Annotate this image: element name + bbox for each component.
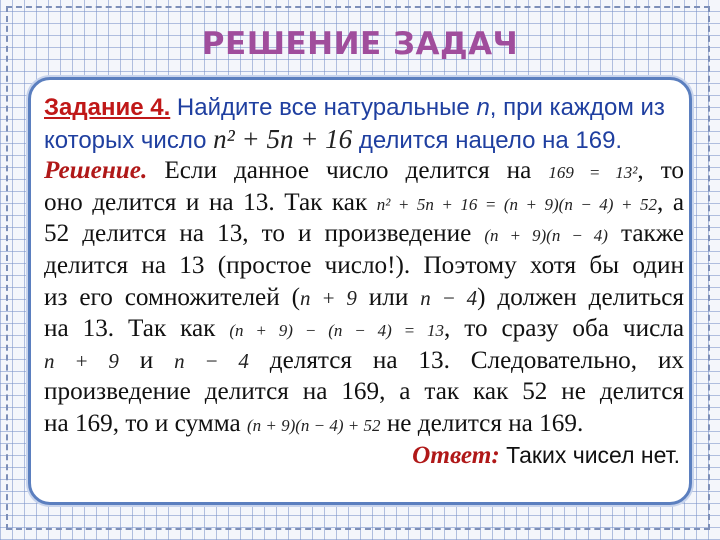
task-expression: n² + 5n + 16 bbox=[213, 123, 353, 154]
solution-line-4: делится на 13 (простое число!). Поэтому хотя бы один bbox=[44, 251, 684, 279]
solution-line-8: произведение делится на 169, а так как 52 не делится bbox=[44, 378, 684, 406]
formula-factor-2: n − 4 bbox=[420, 285, 478, 310]
slide-title: РЕШЕНИЕ ЗАДАЧ bbox=[201, 26, 519, 62]
answer-label: Ответ: bbox=[412, 441, 500, 469]
answer-line bbox=[44, 440, 684, 472]
solution-label: Решение. bbox=[44, 157, 148, 185]
formula-difference: (n + 9) − (n − 4) = 13 bbox=[229, 321, 445, 341]
solution-line-9: на 169, то и сумма (n + 9)(n − 4) + 52 не делится на 169. bbox=[44, 409, 584, 437]
solution-line-7: n + 9 и n − 4 делятся на 13. Следовательно, их bbox=[44, 346, 685, 374]
task-label: Задание 4. bbox=[44, 94, 171, 121]
formula-factor-1b: n + 9 bbox=[44, 348, 119, 373]
solution-line-2: оно делится и на 13. Так как n² + 5n + 16 = (n + 9)(n − 4) + 52, а bbox=[44, 188, 685, 216]
formula-product: (n + 9)(n − 4) bbox=[484, 226, 608, 246]
formula-factor-2b: n − 4 bbox=[174, 348, 249, 373]
formula-factor-1: n + 9 bbox=[299, 285, 357, 310]
answer-text: Таких чисел нет. bbox=[499, 441, 680, 468]
formula-identity: n² + 5n + 16 = (n + 9)(n − 4) + 52 bbox=[376, 194, 657, 214]
formula-169: 169 = 13² bbox=[548, 163, 638, 183]
task-line-2: которых число n² + 5n + 16 делится нацело на 169. bbox=[44, 123, 623, 154]
solution-line-5: из его сомножителей (n + 9 или n − 4) должен делиться bbox=[44, 283, 684, 311]
content-text bbox=[44, 92, 684, 471]
solution-line-3: 52 делится на 13, то и произведение (n + 9)(n − 4) также bbox=[44, 220, 684, 248]
solution-line-1: Решение. Если данное число делится на 169 = 13², то bbox=[44, 157, 684, 185]
solution-line-6: на 13. Так как (n + 9) − (n − 4) = 13, то сразу оба числа bbox=[44, 315, 685, 343]
task-line-1: Задание 4. Найдите все натуральные n, при каждом из bbox=[44, 94, 665, 121]
formula-sum: (n + 9)(n − 4) + 52 bbox=[246, 415, 381, 435]
